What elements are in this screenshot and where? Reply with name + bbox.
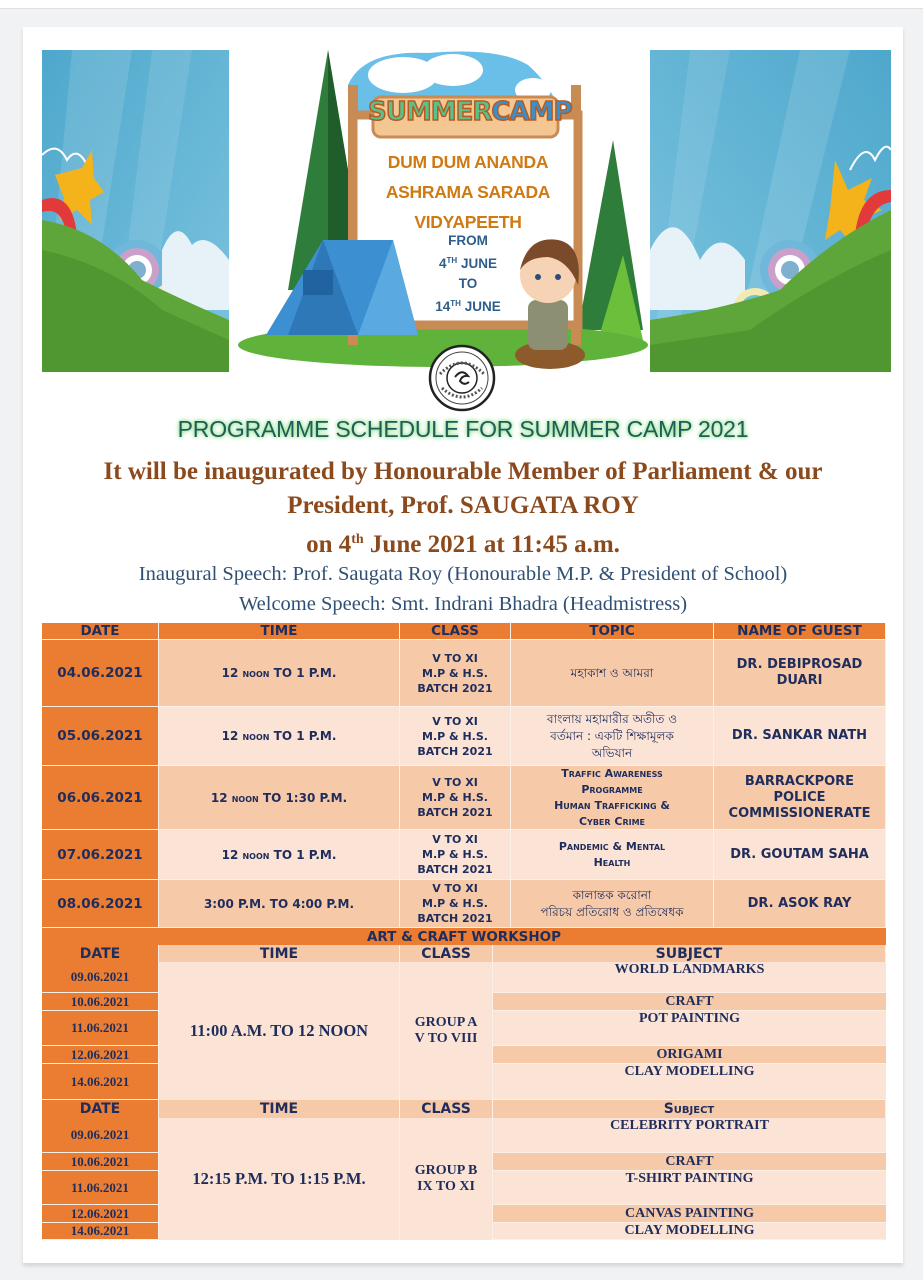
group-a-subject: WORLD LANDMARKS <box>493 962 886 993</box>
guest-line: DR. SANKAR NATH <box>731 728 868 743</box>
group-b-header-subject: Subject <box>493 1100 886 1118</box>
school-name <box>348 147 588 237</box>
table-row <box>42 880 886 928</box>
row-guest <box>714 707 886 766</box>
class-line: V TO XI <box>432 651 478 665</box>
group-a-date: 11.06.2021 <box>42 1011 159 1046</box>
row-date: 08.06.2021 <box>42 880 159 928</box>
row-topic <box>511 880 714 928</box>
class-line: V TO XI <box>432 882 478 895</box>
topic-line: বর্তমান : একটি শিক্ষামূলক <box>550 728 674 743</box>
inauguration-date-prefix: on 4 <box>306 531 352 558</box>
row-guest <box>714 640 886 707</box>
group-a-subject: ORIGAMI <box>493 1046 886 1064</box>
row-class <box>400 707 511 766</box>
end-month: JUNE <box>464 299 501 314</box>
topic-line: Pandemic & Mental <box>558 839 666 853</box>
group-b-date: 12.06.2021 <box>42 1205 159 1223</box>
inauguration-line2: President, Prof. SAUGATA ROY <box>287 492 639 519</box>
school-name-line1: DUM DUM ANANDA <box>387 152 549 172</box>
row-time: 3:00 P.M. TO 4:00 P.M. <box>159 880 400 928</box>
group-b-class-line1: GROUP B <box>414 1163 478 1178</box>
row-class <box>400 830 511 880</box>
row-time: 12 noon TO 1 P.M. <box>159 830 400 880</box>
group-a-date: 14.06.2021 <box>42 1064 159 1100</box>
left-decorative-panel <box>42 50 229 372</box>
summer-camp-logo-text <box>368 97 572 127</box>
class-line: M.P & H.S. <box>422 729 488 743</box>
row-time: 12 noon TO 1 P.M. <box>159 707 400 766</box>
group-b-subject: CELEBRITY PORTRAIT <box>493 1118 886 1153</box>
guest-line: DR. ASOK RAY <box>747 895 852 911</box>
group-b-header-class: CLASS <box>400 1100 493 1118</box>
class-line: BATCH 2021 <box>417 681 493 695</box>
camp-dates <box>398 231 538 317</box>
end-suffix: TH <box>450 299 461 308</box>
row-topic <box>511 707 714 766</box>
row-date: 07.06.2021 <box>42 830 159 880</box>
class-line: M.P & H.S. <box>422 666 488 680</box>
from-label: FROM <box>448 233 488 248</box>
row-topic <box>511 640 714 707</box>
topic-line: Traffic Awareness <box>561 766 663 780</box>
row-date: 06.06.2021 <box>42 766 159 830</box>
class-line: BATCH 2021 <box>417 912 493 925</box>
lecture-table-header <box>42 623 886 640</box>
top-bar <box>0 0 923 9</box>
header-topic: TOPIC <box>511 623 714 640</box>
sign-title-summer: SUMMER <box>368 97 492 127</box>
row-guest <box>714 830 886 880</box>
group-a-header-subject: SUBJECT <box>493 945 886 962</box>
table-row <box>42 640 886 707</box>
row-date: 05.06.2021 <box>42 707 159 766</box>
header-class: CLASS <box>400 623 511 640</box>
guest-line: DR. GOUTAM SAHA <box>730 846 869 862</box>
class-line: M.P & H.S. <box>422 791 488 804</box>
class-line: BATCH 2021 <box>417 806 493 819</box>
class-line: BATCH 2021 <box>417 863 493 876</box>
topic-line: পরিচয় প্রতিরোধ ও প্রতিষেধক <box>540 904 684 919</box>
group-a-subject: CLAY MODELLING <box>493 1064 886 1100</box>
guest-line: BARRACKPORE <box>744 773 855 789</box>
group-a-header-class: CLASS <box>400 945 493 962</box>
meadow-illustration-left <box>42 50 229 372</box>
inauguration-date-suffix: th <box>351 532 364 547</box>
group-a-header-time: TIME <box>159 945 400 962</box>
row-class <box>400 766 511 830</box>
guest-line: DR. DEBIPROSAD <box>736 657 863 672</box>
group-a-date: 10.06.2021 <box>42 993 159 1011</box>
table-row <box>42 830 886 880</box>
right-decorative-panel <box>650 50 891 372</box>
inauguration-date-rest: June 2021 at 11:45 a.m. <box>363 531 620 558</box>
group-b-class-line2: IX TO XI <box>417 1179 475 1194</box>
group-a-subject: CRAFT <box>493 993 886 1011</box>
group-b-subject: CANVAS PAINTING <box>493 1205 886 1223</box>
row-guest <box>714 766 886 830</box>
inauguration-line1: It will be inaugurated by Honourable Member of Parliament & our <box>103 458 823 485</box>
group-a-class <box>400 962 493 1100</box>
topic-line: Cyber Crime <box>578 814 646 828</box>
school-seal-emblem <box>428 344 496 412</box>
header-time: TIME <box>159 623 400 640</box>
row-time: 12 noon TO 1 P.M. <box>159 640 400 707</box>
group-b-date: 10.06.2021 <box>42 1153 159 1171</box>
group-b-date: 14.06.2021 <box>42 1223 159 1240</box>
to-label: TO <box>458 276 478 291</box>
seal-icon <box>428 344 496 412</box>
topic-line: বাংলায় মহামারীর অতীত ও <box>546 711 678 726</box>
header-date: DATE <box>42 623 159 640</box>
programme-title: PROGRAMME SCHEDULE FOR SUMMER CAMP 2021 <box>177 416 749 442</box>
group-b-time: 12:15 P.M. TO 1:15 P.M. <box>159 1118 400 1240</box>
class-line: V TO XI <box>432 776 478 789</box>
workshop-title: ART & CRAFT WORKSHOP <box>42 928 886 945</box>
class-line: M.P & H.S. <box>422 897 488 910</box>
welcome-speech: Welcome Speech: Smt. Indrani Bhadra (Headmistress) <box>238 593 688 615</box>
start-day: 4 <box>439 256 447 271</box>
group-b-subject: CLAY MODELLING <box>493 1223 886 1240</box>
row-class <box>400 880 511 928</box>
group-b-class <box>400 1118 493 1240</box>
school-name-line3: VIDYAPEETH <box>414 212 522 232</box>
end-day: 14 <box>435 299 451 314</box>
row-topic <box>511 766 714 830</box>
guest-line: COMMISSIONERATE <box>728 805 871 821</box>
inauguration-line3 <box>23 523 903 562</box>
group-b-header-time: TIME <box>159 1100 400 1118</box>
school-name-line2: ASHRAMA SARADA <box>385 182 551 202</box>
group-b-date: 11.06.2021 <box>42 1171 159 1205</box>
class-line: V TO XI <box>432 714 478 728</box>
guest-line: POLICE <box>773 789 826 805</box>
header-guest: NAME OF GUEST <box>714 623 886 640</box>
class-line: M.P & H.S. <box>422 848 488 861</box>
table-row <box>42 766 886 830</box>
sign-title-camp: CAMP <box>491 97 572 127</box>
topic-line: কালান্তক করোনা <box>572 887 652 902</box>
table-row <box>42 707 886 766</box>
topic-line: অভিযান <box>591 745 633 760</box>
group-a-class-line1: GROUP A <box>414 1015 478 1030</box>
topic-line: Programme <box>581 782 643 796</box>
group-a-class-line2: V TO VIII <box>414 1031 478 1046</box>
group-a-date: 12.06.2021 <box>42 1046 159 1064</box>
guest-line: DUARI <box>776 673 823 688</box>
topic-line: Human Trafficking & <box>554 798 670 812</box>
class-line: V TO XI <box>432 833 478 846</box>
group-a-time: 11:00 A.M. TO 12 NOON <box>159 962 400 1100</box>
row-class <box>400 640 511 707</box>
start-month: JUNE <box>460 256 497 271</box>
start-date <box>398 251 538 274</box>
group-a-date: 09.06.2021 <box>42 962 159 993</box>
group-b-subject: T-SHIRT PAINTING <box>493 1171 886 1205</box>
end-date <box>398 294 538 317</box>
meadow-illustration-right <box>650 50 891 372</box>
row-time: 12 noon TO 1:30 P.M. <box>159 766 400 830</box>
row-guest <box>714 880 886 928</box>
group-b-subject: CRAFT <box>493 1153 886 1171</box>
topic-line: মহাকাশ ও আমরা <box>570 665 654 680</box>
inaugural-speech: Inaugural Speech: Prof. Saugata Roy (Honourable M.P. & President of School) <box>138 563 788 585</box>
topic-line: Health <box>593 855 631 869</box>
start-suffix: TH <box>446 256 458 265</box>
group-b-date: 09.06.2021 <box>42 1118 159 1153</box>
group-a-header-date: DATE <box>42 945 159 962</box>
class-line: BATCH 2021 <box>417 744 493 758</box>
group-a-subject: POT PAINTING <box>493 1011 886 1046</box>
group-b-header-date: DATE <box>42 1100 159 1118</box>
inauguration-notice <box>23 455 903 562</box>
flyer-image <box>23 27 903 1263</box>
row-date: 04.06.2021 <box>42 640 159 707</box>
row-topic <box>511 830 714 880</box>
